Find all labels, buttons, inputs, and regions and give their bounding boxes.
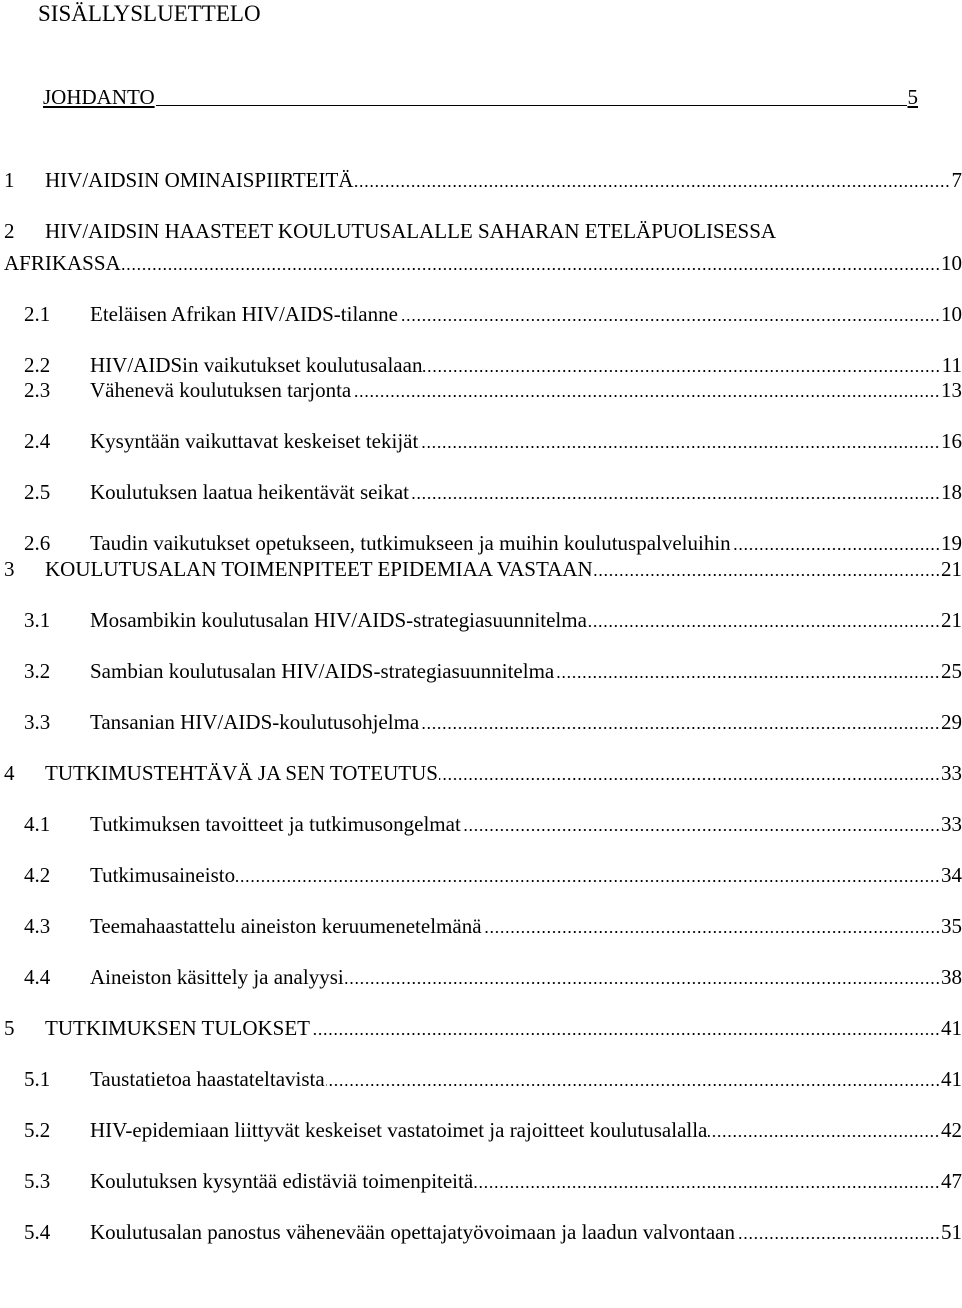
- toc-entry-text: Aineiston käsittely ja analyysi: [90, 965, 344, 989]
- toc-entry-number: 2.6: [24, 531, 51, 555]
- toc-leader: [483, 931, 940, 933]
- toc-entry-page: 16: [941, 429, 962, 453]
- toc-entry-page: 21: [941, 608, 962, 632]
- toc-entry-page: 33: [941, 812, 962, 836]
- toc-leader: [352, 395, 940, 397]
- toc-entry-number: 2.2: [24, 353, 51, 377]
- toc-entry-text: Tutkimuksen tavoitteet ja tutkimusongelmat: [90, 812, 461, 836]
- toc-entry-text: HIV/AIDSin vaikutukset koulutusalaan: [90, 353, 423, 377]
- toc-entry-page: 19: [941, 531, 962, 555]
- toc-entry-text: Koulutusalan panostus vähenevään opettajatyövoimaan ja laadun valvontaan: [90, 1220, 735, 1244]
- toc-entry-section-3-3[interactable]: [24, 709, 962, 735]
- toc-entry-page: 11: [941, 353, 962, 377]
- toc-entry-section-5-3[interactable]: [24, 1168, 962, 1194]
- toc-entry-section-2-5[interactable]: [24, 479, 962, 505]
- toc-leader: [311, 1033, 940, 1035]
- toc-entry-number: 4.2: [24, 863, 51, 887]
- toc-leader: [594, 574, 940, 576]
- toc-entry-number: 5.3: [24, 1169, 51, 1193]
- toc-entry-section-4-2[interactable]: [24, 862, 962, 888]
- toc-entry-number: 5.2: [24, 1118, 51, 1142]
- toc-entry-number: 2.5: [24, 480, 51, 504]
- toc-leader: [236, 880, 940, 882]
- toc-entry-page: 41: [941, 1067, 962, 1091]
- toc-entry-number: 2.4: [24, 429, 51, 453]
- toc-entry-text: HIV/AIDSIN OMINAISPIIRTEITÄ: [45, 168, 354, 192]
- toc-entry-number: 4.1: [24, 812, 51, 836]
- toc-entry-section-4-3[interactable]: [24, 913, 962, 939]
- toc-entry-section-4-4[interactable]: [24, 964, 962, 990]
- toc-entry-number: 2.1: [24, 302, 51, 326]
- toc-entry-section-2-6[interactable]: [24, 530, 962, 556]
- toc-leader: [708, 1135, 940, 1137]
- toc-entry-page: 7: [951, 168, 962, 192]
- toc-leader: [345, 982, 940, 984]
- toc-entry-number: 5.1: [24, 1067, 51, 1091]
- toc-entry-chapter-4[interactable]: [4, 760, 962, 786]
- toc-entry-johdanto[interactable]: [43, 84, 918, 110]
- toc-entry-number: 3.2: [24, 659, 51, 683]
- toc-entry-text: HIV/AIDSIN HAASTEET KOULUTUSALALLE SAHARAN ETELÄPUOLISESSA: [45, 219, 777, 243]
- toc-entry-section-3-2[interactable]: [24, 658, 962, 684]
- toc-entry-page: 35: [941, 914, 962, 938]
- toc-leader: [439, 778, 940, 780]
- toc-leader: [419, 446, 940, 448]
- toc-entry-page: 18: [941, 480, 962, 504]
- toc-entry-number: 3: [4, 557, 15, 581]
- toc-entry-number: 5.4: [24, 1220, 51, 1244]
- toc-entry-number: 4.3: [24, 914, 51, 938]
- toc-leader: [736, 1237, 940, 1239]
- toc-entry-text: Koulutuksen kysyntää edistäviä toimenpiteitä: [90, 1169, 474, 1193]
- toc-entry-chapter-3[interactable]: [4, 556, 962, 582]
- toc-entry-number: 1: [4, 168, 15, 192]
- toc-leader: [732, 548, 940, 550]
- toc-entry-text: TUTKIMUKSEN TULOKSET: [45, 1016, 311, 1040]
- toc-leader: [474, 1186, 940, 1188]
- toc-leader: [420, 727, 940, 729]
- toc-entry-section-2-3[interactable]: [24, 377, 962, 403]
- toc-leader: [588, 625, 940, 627]
- toc-leader: [326, 1084, 940, 1086]
- toc-entry-number: 2.3: [24, 378, 51, 402]
- toc-entry-text: TUTKIMUSTEHTÄVÄ JA SEN TOTEUTUS: [45, 761, 438, 785]
- toc-entry-page: 47: [941, 1169, 962, 1193]
- toc-entry-number: 4: [4, 761, 15, 785]
- toc-entry-number: 5: [4, 1016, 15, 1040]
- toc-leader: [555, 676, 940, 678]
- toc-entry-section-5-2[interactable]: [24, 1117, 962, 1143]
- toc-entry-number: 3.1: [24, 608, 51, 632]
- toc-entry-chapter-2[interactable]: [4, 250, 962, 276]
- toc-entry-page: 21: [941, 557, 962, 581]
- toc-entry-section-2-4[interactable]: [24, 428, 962, 454]
- toc-entry-text: Kysyntään vaikuttavat keskeiset tekijät: [90, 429, 419, 453]
- toc-entry-text[interactable]: JOHDANTO: [43, 85, 155, 109]
- toc-leader: [122, 268, 940, 270]
- toc-entry-text: HIV-epidemiaan liittyvät keskeiset vastatoimet ja rajoitteet koulutusalalla: [90, 1118, 708, 1142]
- toc-entry-text: Eteläisen Afrikan HIV/AIDS-tilanne: [90, 302, 398, 326]
- toc-leader: [410, 497, 940, 499]
- toc-title: SISÄLLYSLUETTELO: [38, 1, 261, 26]
- toc-entry-page: 41: [941, 1016, 962, 1040]
- toc-entry-page: 42: [941, 1118, 962, 1142]
- toc-entry-section-5-4[interactable]: [24, 1219, 962, 1245]
- toc-entry-text: Koulutuksen laatua heikentävät seikat: [90, 480, 409, 504]
- toc-entry-text: Tutkimusaineisto: [90, 863, 236, 887]
- toc-entry-page: 51: [941, 1220, 962, 1244]
- toc-entry-text: Vähenevä koulutuksen tarjonta: [90, 378, 352, 402]
- toc-entry-text: Taudin vaikutukset opetukseen, tutkimukseen ja muihin koulutuspalveluihin: [90, 531, 731, 555]
- toc-entry-page: 25: [941, 659, 962, 683]
- toc-entry-section-3-1[interactable]: [24, 607, 962, 633]
- toc-entry-page: 29: [941, 710, 962, 734]
- toc-entry-page: 33: [941, 761, 962, 785]
- toc-entry-number: 2: [4, 219, 15, 243]
- toc-leader: [354, 185, 950, 187]
- toc-entry-page[interactable]: 5: [907, 85, 918, 109]
- toc-entry-text: Taustatietoa haastateltavista: [90, 1067, 325, 1091]
- toc-entry-page: 38: [941, 965, 962, 989]
- toc-leader: [462, 829, 940, 831]
- toc-entry-section-2-1[interactable]: [24, 301, 962, 327]
- toc-entry-text: Tansanian HIV/AIDS-koulutusohjelma: [90, 710, 420, 734]
- toc-leader: [399, 319, 940, 321]
- toc-entry-chapter-2-first-line[interactable]: [4, 218, 776, 244]
- toc-entry-page: 10: [941, 251, 962, 275]
- toc-leader: [423, 370, 940, 372]
- toc-entry-page: 13: [941, 378, 962, 402]
- toc-entry-section-2-2[interactable]: [24, 352, 962, 378]
- toc-entry-chapter-5[interactable]: [4, 1015, 962, 1041]
- toc-entry-section-4-1[interactable]: [24, 811, 962, 837]
- toc-entry-section-5-1[interactable]: [24, 1066, 962, 1092]
- toc-entry-number: 3.3: [24, 710, 51, 734]
- toc-leader: [156, 105, 907, 106]
- toc-entry-text-continued: AFRIKASSA: [4, 251, 121, 275]
- toc-entry-chapter-1[interactable]: [4, 167, 962, 193]
- toc-entry-text: KOULUTUSALAN TOIMENPITEET EPIDEMIAA VASTAAN: [45, 557, 593, 581]
- toc-entry-page: 34: [941, 863, 962, 887]
- toc-entry-text: Sambian koulutusalan HIV/AIDS-strategiasuunnitelma: [90, 659, 555, 683]
- toc-entry-text: Teemahaastattelu aineiston keruumenetelmänä: [90, 914, 482, 938]
- toc-entry-number: 4.4: [24, 965, 51, 989]
- toc-entry-page: 10: [941, 302, 962, 326]
- toc-entry-text: Mosambikin koulutusalan HIV/AIDS-strategiasuunnitelma: [90, 608, 587, 632]
